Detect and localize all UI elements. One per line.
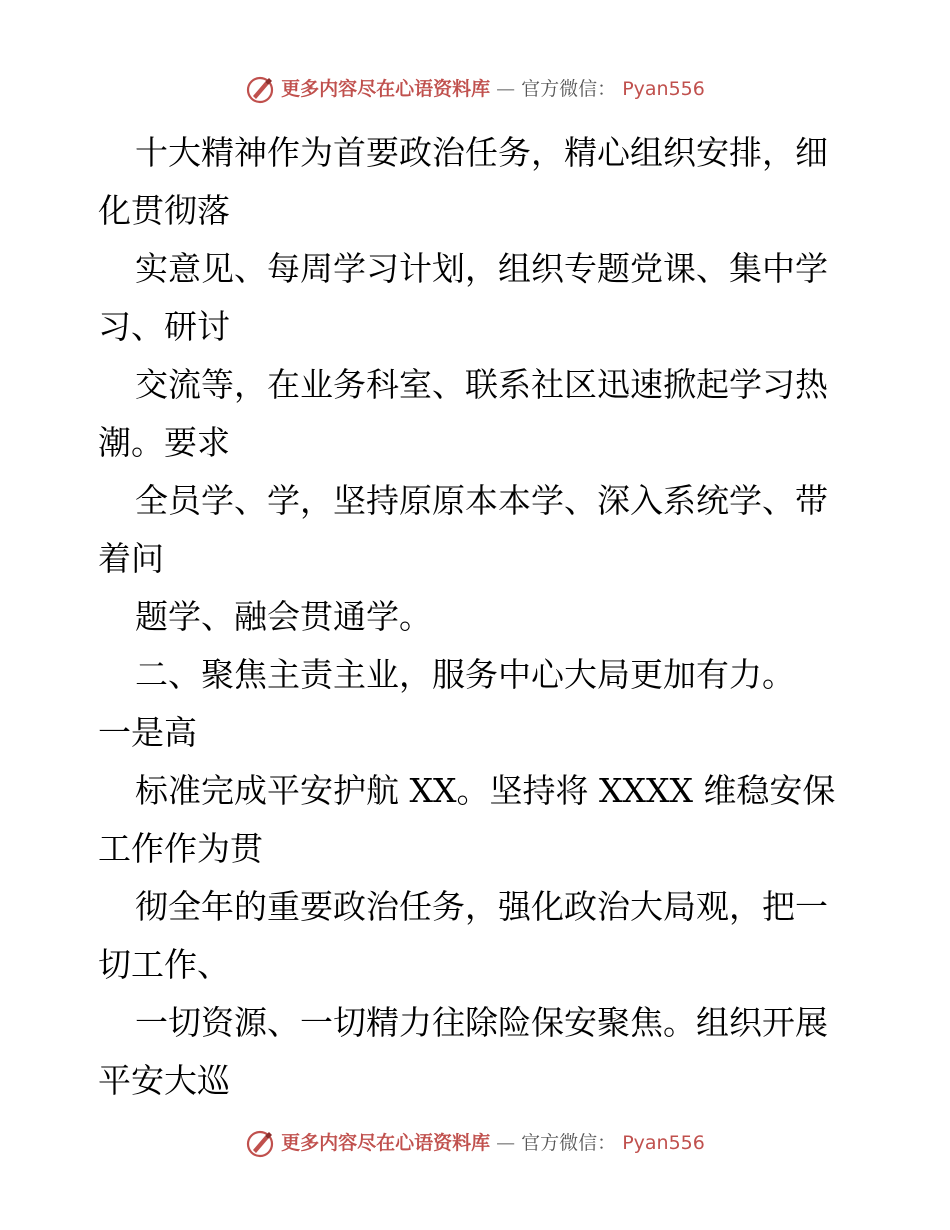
- text-line: 一是高: [98, 713, 197, 752]
- text-line: 潮。要求: [98, 423, 230, 462]
- watermark-rest-text: 官方微信：: [521, 1132, 617, 1154]
- text-line: 十大精神作为首要政治任务，精心组织安排，细: [135, 133, 828, 172]
- text-line: 习、研讨: [98, 307, 230, 346]
- text-line: 题学、融会贯通学。: [135, 597, 432, 636]
- pen-logo-icon: [245, 74, 275, 104]
- body-text: [98, 124, 858, 1110]
- watermark-main-text: 更多内容尽在心语资料库: [281, 78, 491, 100]
- text-line: 着问: [98, 539, 164, 578]
- text-line: 全员学、学，坚持原原本本学、深入系统学、带: [135, 481, 828, 520]
- watermark-id: Pyan556: [622, 1132, 705, 1154]
- text-line: 实意见、每周学习计划，组织专题党课、集中学: [135, 249, 828, 288]
- text-line: 化贯彻落: [98, 191, 230, 230]
- watermark-main-text: 更多内容尽在心语资料库: [281, 1132, 491, 1154]
- text-line: 切工作、: [98, 945, 230, 984]
- text-line: 一切资源、一切精力往除险保安聚焦。组织开展: [135, 1003, 828, 1042]
- text-line: 彻全年的重要政治任务，强化政治大局观，把一: [135, 887, 828, 926]
- footer-watermark: [0, 1128, 950, 1158]
- watermark-dash: —: [496, 78, 516, 100]
- text-line: 工作作为贯: [98, 829, 263, 868]
- text-line: 标准完成平安护航 XX。坚持将 XXXX 维稳安保: [135, 771, 836, 810]
- text-line: 交流等，在业务科室、联系社区迅速掀起学习热: [135, 365, 828, 404]
- watermark-rest-text: 官方微信：: [521, 78, 617, 100]
- watermark-id: Pyan556: [622, 78, 705, 100]
- watermark-dash: —: [496, 1132, 516, 1154]
- header-watermark: [0, 74, 950, 104]
- text-line: 平安大巡: [98, 1061, 230, 1100]
- text-line: 二、聚焦主责主业，服务中心大局更加有力。: [135, 655, 795, 694]
- pen-logo-icon: [245, 1128, 275, 1158]
